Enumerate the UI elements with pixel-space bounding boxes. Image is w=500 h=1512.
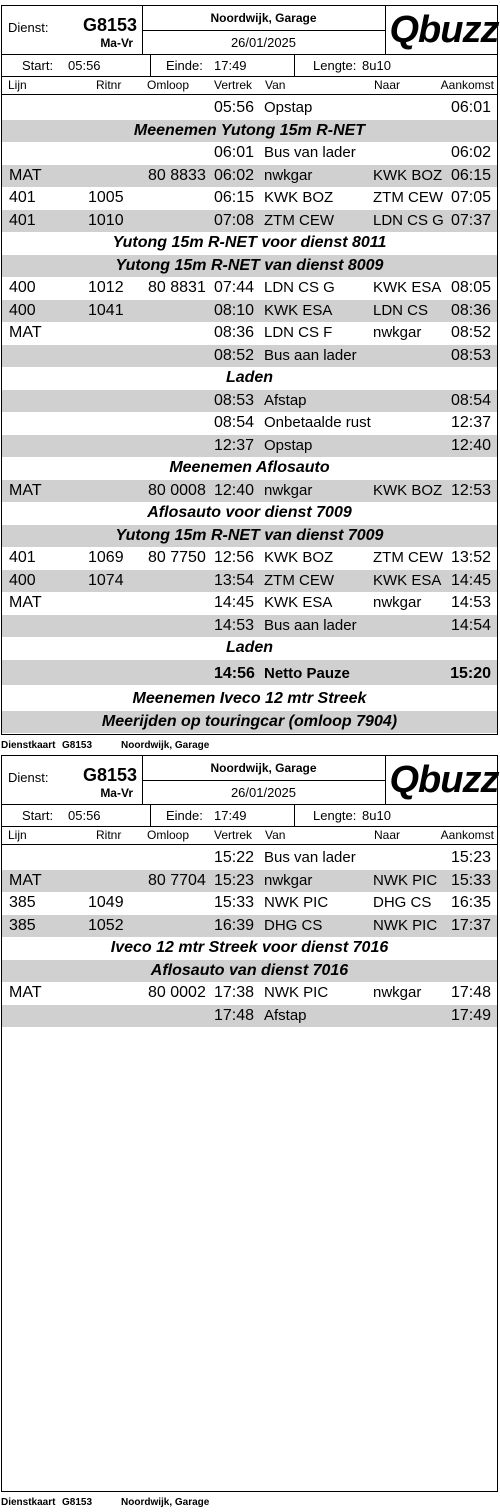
- van-cell: Afstap: [264, 391, 307, 409]
- trip-row: [2, 345, 497, 368]
- trip-list: [2, 847, 497, 1027]
- location: Noordwijk, Garage: [210, 11, 317, 25]
- van-cell: Opstap: [264, 99, 313, 116]
- footer-label: Dienstkaart: [1, 1497, 56, 1508]
- vertrek-cell: 15:33: [214, 894, 255, 911]
- column-headers: [2, 77, 497, 95]
- lijn-cell: 385: [9, 894, 36, 911]
- vertrek-cell: 12:56: [214, 549, 255, 566]
- vertrek-cell: 13:54: [214, 571, 255, 589]
- vertrek-cell: 16:39: [214, 916, 255, 934]
- vertrek-cell: 08:36: [214, 324, 255, 341]
- lengte-value: 8u10: [362, 58, 391, 73]
- aankomst-cell: 14:53: [450, 594, 491, 611]
- aankomst-cell: 17:37: [450, 916, 491, 934]
- trip-row: [2, 892, 497, 915]
- trip-row: [2, 412, 497, 435]
- trip-row: [2, 165, 497, 188]
- lijn-cell: 401: [9, 211, 36, 229]
- section-title-row: [2, 120, 497, 143]
- van-cell: Bus van lader: [264, 849, 356, 866]
- van-cell: Opstap: [264, 436, 313, 454]
- aankomst-cell: 15:20: [450, 664, 491, 682]
- aankomst-cell: 06:02: [450, 144, 491, 161]
- van-cell: Netto Pauze: [264, 664, 350, 682]
- lengte-value: 8u10: [362, 808, 391, 823]
- van-cell: LDN CS F: [264, 324, 333, 341]
- trip-row: [2, 210, 497, 233]
- footer-number: G8153: [62, 1497, 93, 1508]
- header-divider: [142, 780, 385, 781]
- section-title: Meenemen Yutong 15m R-NET: [133, 121, 366, 139]
- vertrek-cell: 08:54: [214, 414, 255, 431]
- col-lijn: Lijn: [8, 78, 27, 92]
- van-cell: Onbetaalde rust: [264, 414, 371, 431]
- van-cell: KWK BOZ: [264, 189, 334, 206]
- van-cell: ZTM CEW: [264, 571, 334, 589]
- einde-label: Einde:: [166, 808, 203, 823]
- ritnr-cell: 1012: [88, 279, 124, 296]
- meta-divider: [150, 55, 151, 76]
- ritnr-cell: 1041: [88, 301, 124, 319]
- lijn-cell: 400: [9, 279, 36, 296]
- section-title: Yutong 15m R-NET van dienst 7009: [115, 526, 384, 544]
- col-naar: Naar: [374, 828, 401, 842]
- aankomst-cell: 12:37: [450, 414, 491, 431]
- section-title-row: [2, 711, 497, 734]
- section-title: Yutong 15m R-NET van dienst 8009: [115, 256, 384, 274]
- trip-row: [2, 300, 497, 323]
- trip-row: [2, 187, 497, 210]
- vertrek-cell: 07:44: [214, 279, 255, 296]
- vertrek-cell: 17:48: [214, 1006, 255, 1024]
- ritnr-cell: 1074: [88, 571, 124, 589]
- lijn-cell: MAT: [9, 871, 42, 889]
- lijn-cell: 401: [9, 549, 36, 566]
- lijn-cell: 400: [9, 301, 36, 319]
- aankomst-cell: 15:33: [450, 871, 491, 889]
- start-time: 05:56: [68, 58, 101, 73]
- section-title: Yutong 15m R-NET voor dienst 8011: [112, 234, 387, 251]
- section-title-row: [2, 637, 497, 660]
- lijn-cell: 401: [9, 189, 36, 206]
- header-divider: [385, 6, 386, 54]
- naar-cell: KWK BOZ: [373, 166, 443, 184]
- naar-cell: LDN CS G: [373, 211, 444, 229]
- trip-row: [2, 277, 497, 300]
- lijn-cell: 385: [9, 916, 36, 934]
- section-title: Laden: [225, 639, 274, 656]
- dienst-number: G8153: [82, 15, 137, 35]
- van-cell: NWK PIC: [264, 984, 329, 1001]
- ritnr-cell: 1010: [88, 211, 124, 229]
- col-vertrek: Vertrek: [214, 78, 253, 92]
- shift-times: [2, 55, 497, 77]
- van-cell: Bus aan lader: [264, 616, 357, 634]
- card-header: [2, 6, 497, 55]
- dienst-number: G8153: [82, 765, 137, 785]
- aankomst-cell: 14:45: [450, 571, 491, 589]
- lengte-label: Lengte:: [313, 808, 357, 823]
- trip-row: [2, 435, 497, 458]
- trip-row: [2, 982, 497, 1005]
- omloop-cell: 80 8831: [148, 279, 206, 296]
- van-cell: Bus aan lader: [264, 346, 357, 364]
- aankomst-cell: 14:54: [450, 616, 491, 634]
- section-title: Meerijden op touringcar (omloop 7904): [101, 712, 398, 730]
- column-headers: [2, 827, 497, 845]
- ritnr-cell: 1052: [88, 916, 124, 934]
- trip-list: [2, 97, 497, 733]
- naar-cell: NWK PIC: [373, 916, 438, 934]
- einde-label: Einde:: [166, 58, 203, 73]
- trip-row: [2, 570, 497, 593]
- section-title-row: [2, 367, 497, 390]
- dienst-label: Dienst:: [8, 770, 49, 785]
- col-ritnr: Ritnr: [96, 78, 122, 92]
- col-lijn: Lijn: [8, 828, 27, 842]
- section-title-row: [2, 502, 497, 525]
- dienstkaart-page-1: [1, 5, 498, 735]
- omloop-cell: 80 8833: [148, 166, 206, 184]
- van-cell: Afstap: [264, 1006, 307, 1024]
- naar-cell: KWK ESA: [373, 279, 442, 296]
- vertrek-cell: 14:45: [214, 594, 255, 611]
- vertrek-cell: 08:53: [214, 391, 255, 409]
- omloop-cell: 80 7704: [148, 871, 206, 889]
- section-title: Laden: [225, 369, 274, 386]
- aankomst-cell: 13:52: [450, 549, 491, 566]
- footer-label: Dienstkaart: [1, 740, 56, 751]
- footer-number: G8153: [62, 740, 93, 751]
- vertrek-cell: 07:08: [214, 211, 255, 229]
- aankomst-cell: 15:23: [450, 849, 491, 866]
- vertrek-cell: 14:56: [214, 664, 255, 682]
- trip-row: [2, 915, 497, 938]
- date: 26/01/2025: [230, 35, 297, 50]
- van-cell: Bus van lader: [264, 144, 356, 161]
- qbuzz-logo: Qbuzz: [389, 9, 499, 51]
- van-cell: KWK ESA: [264, 301, 333, 319]
- header-divider: [142, 30, 385, 31]
- vertrek-cell: 14:53: [214, 616, 255, 634]
- vertrek-cell: 12:40: [214, 481, 255, 499]
- meta-divider: [294, 55, 295, 76]
- vertrek-cell: 17:38: [214, 984, 255, 1001]
- section-title-row: [2, 457, 497, 480]
- trip-row: [2, 1005, 497, 1028]
- dienst-days: Ma-Vr: [100, 786, 133, 800]
- van-cell: LDN CS G: [264, 279, 335, 296]
- omloop-cell: 80 7750: [148, 549, 206, 566]
- dienst-days: Ma-Vr: [100, 36, 133, 50]
- omloop-cell: 80 0002: [148, 984, 206, 1001]
- aankomst-cell: 08:05: [450, 279, 491, 296]
- trip-row: [2, 547, 497, 570]
- trip-row: [2, 663, 497, 686]
- aankomst-cell: 08:52: [450, 324, 491, 341]
- lijn-cell: 400: [9, 571, 36, 589]
- van-cell: KWK BOZ: [264, 549, 334, 566]
- vertrek-cell: 15:23: [214, 871, 255, 889]
- naar-cell: LDN CS: [373, 301, 429, 319]
- omloop-cell: 80 0008: [148, 481, 206, 499]
- vertrek-cell: 05:56: [214, 99, 255, 116]
- location: Noordwijk, Garage: [210, 761, 317, 775]
- lijn-cell: MAT: [9, 984, 42, 1001]
- meta-divider: [294, 805, 295, 826]
- aankomst-cell: 08:36: [450, 301, 491, 319]
- header-divider: [385, 756, 386, 804]
- col-omloop: Omloop: [147, 828, 190, 842]
- naar-cell: KWK ESA: [373, 571, 442, 589]
- van-cell: nwkgar: [264, 871, 313, 889]
- col-vertrek: Vertrek: [214, 828, 253, 842]
- section-title-row: [2, 525, 497, 548]
- section-title: Iveco 12 mtr Streek voor dienst 7016: [110, 939, 389, 956]
- vertrek-cell: 08:52: [214, 346, 255, 364]
- van-cell: nwkgar: [264, 166, 313, 184]
- start-time: 05:56: [68, 808, 101, 823]
- lijn-cell: MAT: [9, 166, 42, 184]
- aankomst-cell: 08:54: [450, 391, 491, 409]
- aankomst-cell: 16:35: [450, 894, 491, 911]
- vertrek-cell: 12:37: [214, 436, 255, 454]
- meta-divider: [150, 805, 151, 826]
- naar-cell: KWK BOZ: [373, 481, 443, 499]
- naar-cell: nwkgar: [373, 984, 422, 1001]
- trip-row: [2, 142, 497, 165]
- lijn-cell: MAT: [9, 594, 42, 611]
- trip-row: [2, 847, 497, 870]
- col-van: Van: [265, 828, 286, 842]
- ritnr-cell: 1069: [88, 549, 124, 566]
- vertrek-cell: 06:15: [214, 189, 255, 206]
- footer-location: Noordwijk, Garage: [121, 740, 210, 751]
- naar-cell: nwkgar: [373, 324, 422, 341]
- section-title-row: [2, 255, 497, 278]
- ritnr-cell: 1049: [88, 894, 124, 911]
- section-title: Meenemen Aflosauto: [169, 459, 330, 476]
- section-title-row: [2, 937, 497, 960]
- trip-row: [2, 592, 497, 615]
- col-van: Van: [265, 78, 286, 92]
- van-cell: nwkgar: [264, 481, 313, 499]
- aankomst-cell: 12:53: [450, 481, 491, 499]
- start-label: Start:: [22, 58, 54, 73]
- trip-row: [2, 480, 497, 503]
- vertrek-cell: 15:22: [214, 849, 255, 866]
- start-label: Start:: [22, 808, 54, 823]
- section-title-row: [2, 232, 497, 255]
- naar-cell: ZTM CEW: [373, 549, 443, 566]
- aankomst-cell: 07:05: [450, 189, 491, 206]
- vertrek-cell: 08:10: [214, 301, 255, 319]
- van-cell: ZTM CEW: [264, 211, 334, 229]
- dienstkaart-page-2: [1, 755, 498, 1492]
- aankomst-cell: 08:53: [450, 346, 491, 364]
- aankomst-cell: 06:01: [450, 99, 491, 116]
- aankomst-cell: 12:40: [450, 436, 491, 454]
- col-aankomst: Aankomst: [440, 828, 494, 842]
- van-cell: DHG CS: [264, 916, 323, 934]
- trip-row: [2, 97, 497, 120]
- van-cell: KWK ESA: [264, 594, 333, 611]
- naar-cell: nwkgar: [373, 594, 422, 611]
- card-header: [2, 756, 497, 805]
- footer-location: Noordwijk, Garage: [121, 1497, 210, 1508]
- section-title-row: [2, 688, 497, 711]
- vertrek-cell: 06:01: [214, 144, 255, 161]
- trip-row: [2, 390, 497, 413]
- van-cell: NWK PIC: [264, 894, 329, 911]
- col-aankomst: Aankomst: [440, 78, 494, 92]
- vertrek-cell: 06:02: [214, 166, 255, 184]
- lengte-label: Lengte:: [313, 58, 357, 73]
- section-title: Aflosauto van dienst 7016: [150, 961, 349, 979]
- shift-times: [2, 805, 497, 827]
- section-title-row: [2, 960, 497, 983]
- section-title: Meenemen Iveco 12 mtr Streek: [132, 690, 367, 707]
- trip-row: [2, 615, 497, 638]
- lijn-cell: MAT: [9, 324, 42, 341]
- naar-cell: DHG CS: [373, 894, 432, 911]
- col-ritnr: Ritnr: [96, 828, 122, 842]
- dienst-label: Dienst:: [8, 20, 49, 35]
- date: 26/01/2025: [230, 785, 297, 800]
- trip-row: [2, 870, 497, 893]
- col-omloop: Omloop: [147, 78, 190, 92]
- aankomst-cell: 17:49: [450, 1006, 491, 1024]
- aankomst-cell: 07:37: [450, 211, 491, 229]
- naar-cell: ZTM CEW: [373, 189, 443, 206]
- einde-time: 17:49: [214, 808, 247, 823]
- section-title: Aflosauto voor dienst 7009: [147, 504, 352, 521]
- qbuzz-logo: Qbuzz: [389, 759, 499, 801]
- aankomst-cell: 06:15: [450, 166, 491, 184]
- col-naar: Naar: [374, 78, 401, 92]
- einde-time: 17:49: [214, 58, 247, 73]
- aankomst-cell: 17:48: [450, 984, 491, 1001]
- naar-cell: NWK PIC: [373, 871, 438, 889]
- lijn-cell: MAT: [9, 481, 42, 499]
- trip-row: [2, 322, 497, 345]
- ritnr-cell: 1005: [88, 189, 124, 206]
